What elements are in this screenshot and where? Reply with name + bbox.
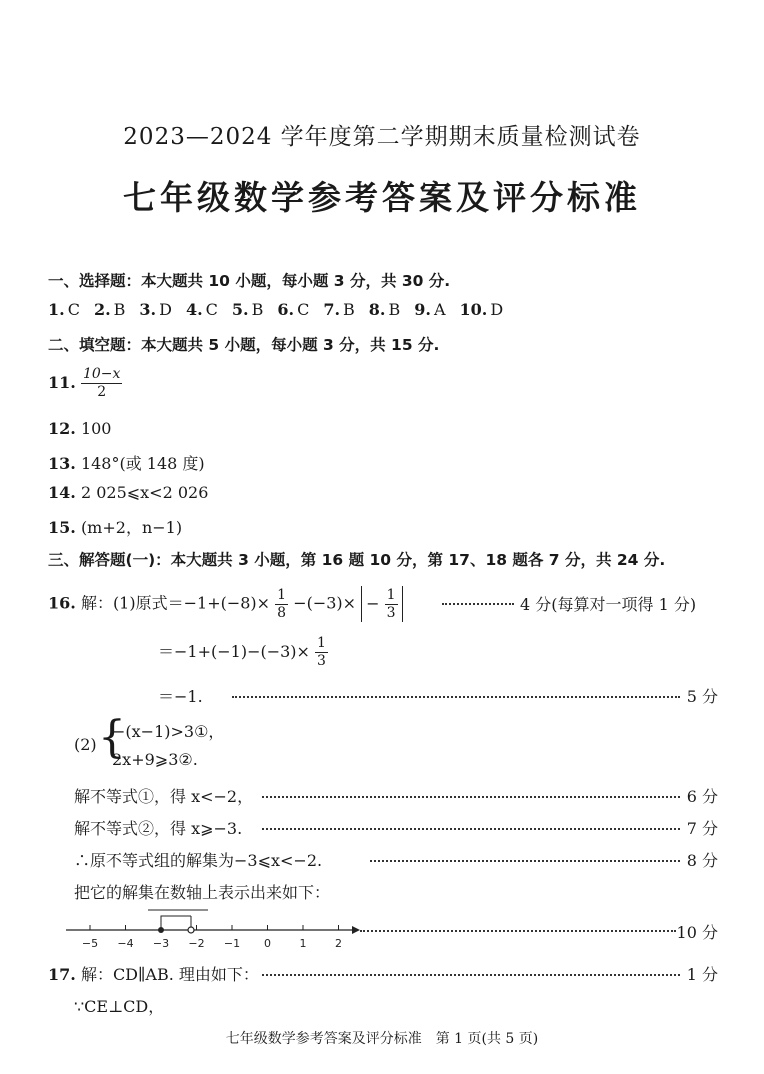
- hollow-point-minus-2: [188, 927, 194, 933]
- q16-expression-start: 解：(1)原式＝−1+(−8)×: [80, 593, 271, 613]
- section3-heading: 三、解答题(一)：本大题共 3 小题，第 16 题 10 分，第 17、18 题各 7 分，共 24 分.: [48, 551, 666, 569]
- question-number: 13.: [48, 454, 76, 473]
- fraction-one-third: [315, 635, 328, 670]
- tick-label: −3: [152, 937, 170, 950]
- fraction-numerator: 1: [317, 635, 326, 651]
- tick-label: −1: [223, 937, 241, 950]
- part2-label: (2): [74, 735, 97, 754]
- answer-letter: D: [159, 300, 172, 319]
- q16-score-1: 4 分(每算对一项得 1 分): [520, 595, 697, 614]
- choice-answer: [186, 300, 218, 319]
- q16-line2: [158, 635, 328, 670]
- answer-15: [48, 515, 182, 538]
- answer-text: 148°(或 148 度): [80, 454, 205, 473]
- question-number: 9.: [414, 300, 431, 319]
- q17-line2: ∵CE⊥CD，: [74, 997, 165, 1016]
- question-number: 6.: [277, 300, 295, 319]
- answer-11-fraction: [81, 366, 122, 401]
- question-number: 3.: [139, 300, 157, 319]
- choice-answer: [94, 300, 125, 319]
- question-number: 5.: [231, 300, 249, 319]
- answer-letter: C: [67, 300, 80, 319]
- number-line: [66, 906, 366, 950]
- fraction-one-eighth: [275, 587, 288, 622]
- answer-letter: C: [205, 300, 218, 319]
- choice-answers-row: [48, 300, 517, 319]
- q16-step2: ＝−1+(−1)−(−3)×: [158, 642, 310, 661]
- page-footer: 七年级数学参考答案及评分标准 第 1 页(共 5 页): [225, 1031, 539, 1047]
- fraction-denominator: 3: [317, 653, 326, 669]
- tick-label: 2: [335, 937, 342, 950]
- choice-answer: [369, 300, 400, 319]
- inequality-1: −(x−1)>3①，: [112, 722, 225, 741]
- answer-letter: B: [251, 300, 264, 319]
- choice-answer: [414, 300, 445, 319]
- tick-label: 0: [264, 937, 271, 950]
- leader-dots: [262, 796, 680, 798]
- question-number: 7.: [323, 300, 341, 319]
- section2-heading: 二、填空题：本大题共 5 小题，每小题 3 分，共 15 分.: [48, 336, 440, 354]
- exam-title: 2023—2024 学年度第二学期期末质量检测试卷: [123, 124, 641, 150]
- answer-12: [48, 419, 111, 438]
- document-title: 七年级数学参考答案及评分标准: [123, 178, 641, 217]
- answer-text: (m+2，n−1): [80, 518, 183, 537]
- numberline-caption: 把它的解集在数轴上表示出来如下：: [74, 883, 331, 902]
- fraction-denominator: 2: [97, 384, 107, 400]
- system-brace: {: [98, 712, 126, 763]
- solve-inequality-1: 解不等式①，得 x<−2，: [74, 787, 254, 806]
- solve-inequality-2: 解不等式②，得 x⩾−3.: [74, 819, 243, 838]
- answer-letter: C: [297, 300, 310, 319]
- q17-statement: 解：CD∥AB. 理由如下：: [80, 965, 259, 984]
- leader-dots: [442, 603, 514, 605]
- leader-dots: [370, 860, 680, 862]
- tick-label: −4: [117, 937, 134, 950]
- leader-dots: [360, 930, 676, 932]
- tick-label: −5: [81, 937, 99, 950]
- question-number: 1.: [48, 300, 65, 319]
- question-number: 16.: [48, 593, 76, 613]
- section1-heading: 一、选择题：本大题共 10 小题，每小题 3 分，共 30 分.: [48, 272, 451, 290]
- choice-answer: [232, 300, 263, 319]
- tick-label: −2: [188, 937, 205, 950]
- question-number: 2.: [93, 300, 111, 319]
- q16-score-2: 5 分: [686, 687, 718, 706]
- leader-dots: [262, 974, 680, 976]
- fraction-denominator: 8: [277, 604, 287, 621]
- q16-score-5: 8 分: [686, 851, 718, 870]
- question-number: 11.: [48, 373, 76, 392]
- leader-dots: [232, 696, 680, 698]
- answer-text: 100: [80, 419, 112, 438]
- tick-label: 1: [299, 937, 307, 950]
- choice-answer: [277, 300, 309, 319]
- fraction-one-third: [385, 587, 398, 622]
- fraction-denominator: 3: [386, 605, 396, 621]
- answer-text: 2 025⩽x<2 026: [80, 483, 209, 502]
- left-bound-bracket: [161, 916, 191, 930]
- fraction-numerator: 1: [277, 586, 287, 603]
- solution-set: ∴原不等式组的解集为−3⩽x<−2.: [74, 851, 323, 870]
- q17-line1: [48, 962, 259, 985]
- q16-score-3: 6 分: [686, 787, 718, 806]
- answer-11: [48, 366, 122, 401]
- fraction-numerator: 10−x: [82, 366, 121, 382]
- answer-letter: B: [113, 300, 126, 319]
- answer-14: [48, 483, 208, 502]
- q16-score-6: 10 分: [676, 923, 718, 942]
- choice-answer: [139, 300, 172, 319]
- answer-letter: B: [343, 300, 355, 319]
- answer-letter: A: [433, 300, 446, 319]
- q17-score-1: 1 分: [686, 965, 718, 984]
- choice-answer: [48, 300, 80, 319]
- fraction-numerator: 1: [386, 587, 396, 603]
- question-number: 14.: [48, 483, 76, 502]
- minus-sign: −: [366, 594, 380, 613]
- question-number: 8.: [368, 300, 386, 319]
- inequality-2: 2x+9⩾3②.: [112, 750, 198, 769]
- q16-score-4: 7 分: [686, 819, 718, 838]
- choice-answer: [323, 300, 354, 319]
- number-line-arrow: [352, 926, 360, 934]
- q16-expression-mid: −(−3)×: [293, 593, 357, 613]
- question-number: 12.: [48, 419, 76, 438]
- absolute-value: [361, 586, 402, 622]
- question-number: 17.: [48, 965, 76, 984]
- solid-point-minus-3: [158, 927, 164, 933]
- question-number: 15.: [48, 518, 76, 537]
- leader-dots: [262, 828, 680, 830]
- q16-line1: [48, 586, 403, 622]
- question-number: 4.: [185, 300, 203, 319]
- choice-answer: [460, 300, 504, 319]
- answer-letter: D: [490, 300, 504, 319]
- question-number: 10.: [459, 300, 488, 319]
- q16-line3: ＝−1.: [158, 687, 203, 706]
- answer-13: [48, 451, 205, 474]
- answer-letter: B: [388, 300, 401, 319]
